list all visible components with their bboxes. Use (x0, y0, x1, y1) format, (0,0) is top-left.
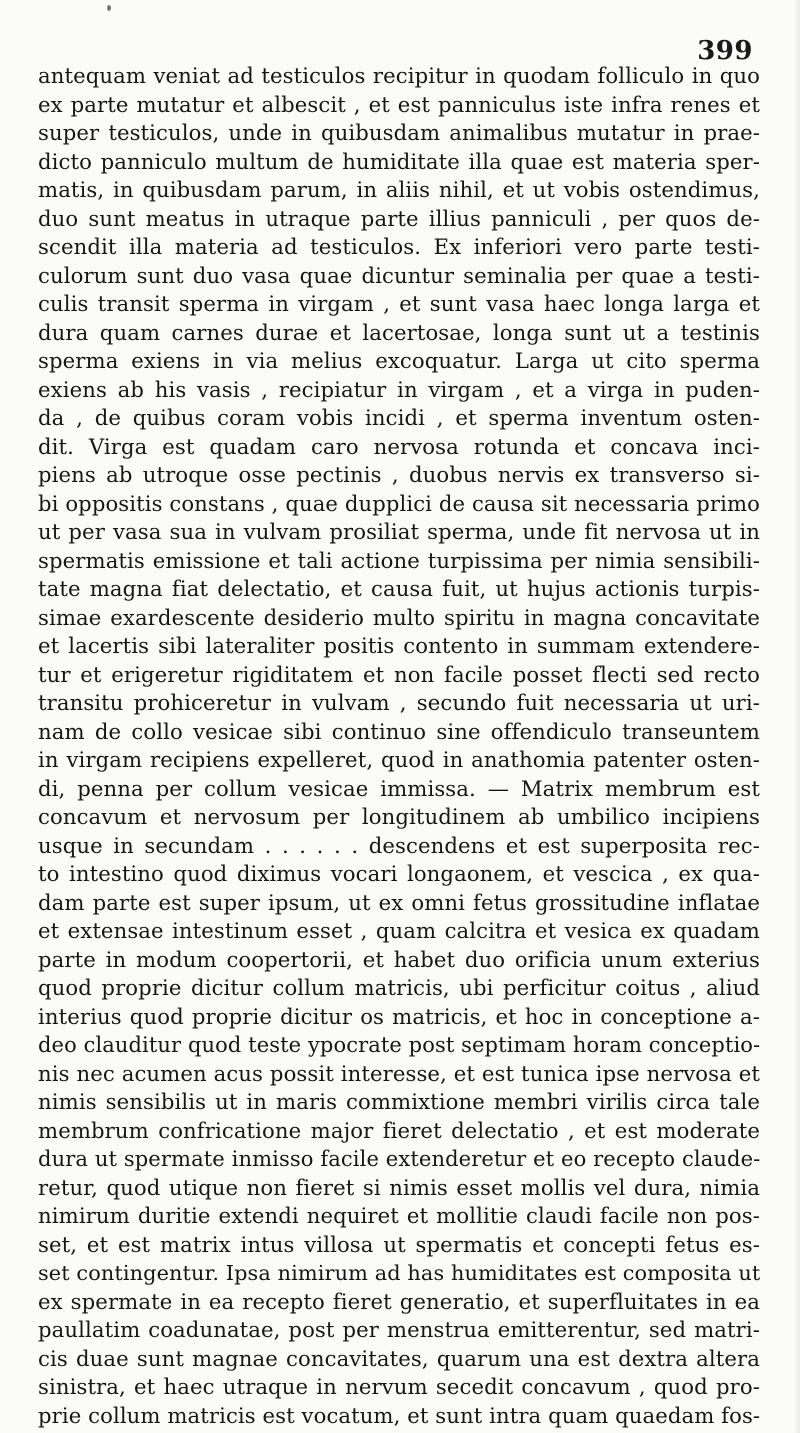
text-line: simae exardescente desiderio multo spiritu in magna concavitate (38, 604, 760, 630)
text-line: culis transit sperma in virgam , et sunt vasa haec longa larga et (38, 291, 760, 316)
text-line: deo clauditur quod teste ypocrate post septimam horam conceptio- (38, 1033, 761, 1057)
text-line: duo sunt meatus in utraque parte illius panniculi , per quos de- (38, 205, 760, 231)
text-line: transitu prohiceretur in vulvam , secundo fuit necessaria ut uri- (38, 690, 760, 715)
text-line: sinistra, et haec utraque in nervum secedit concavum , quod pro- (38, 1374, 760, 1399)
text-line: dura quam carnes durae et lacertosae, longa sunt ut a testinis (38, 319, 760, 345)
text-line: exiens ab his vasis , recipiatur in virgam , et a virga in puden- (38, 376, 760, 402)
text-line: retur, quod utique non fieret si nimis esset mollis vel dura, nimia (38, 1174, 760, 1200)
text-line: concavum et nervosum per longitudinem ab umbilico incipiens (38, 804, 760, 829)
text-line: bi oppositis constans , quae dupplici de causa sit necessaria primo (38, 490, 760, 516)
scan-edge-shadow (794, 0, 800, 1433)
text-line: scendit illa materia ad testiculos. Ex inferiori vero parte testi- (38, 234, 760, 259)
text-line: super testiculos, unde in quibusdam animalibus mutatur in prae- (38, 120, 760, 145)
text-line: tate magna fiat delectatio, et causa fuit, ut hujus actionis turpis- (38, 576, 760, 601)
text-line: et extensae intestinum esset , quam calcitra et vesica ex quadam (38, 918, 760, 943)
text-line: di, penna per collum vesicae immissa. — Matrix membrum est (38, 775, 760, 801)
text-line: ex spermate in ea recepto fieret generatio, et superfluitates in ea (38, 1288, 760, 1314)
text-line: to intestino quod diximus vocari longaonem, et vescica , ex qua- (38, 861, 760, 886)
text-line: antequam veniat ad testiculos recipitur in quodam folliculo in quo (38, 63, 760, 88)
text-line: et lacertis sibi lateraliter positis contento in summam extenderе- (38, 633, 760, 658)
body-text (38, 62, 760, 1430)
text-line: parte in modum coopertorii, et habet duo orificia unum exterius (38, 946, 760, 972)
text-line: membrum confricatione major fieret delectatio , et est moderate (38, 1117, 760, 1143)
text-line: prie collum matricis est vocatum, et sunt intra quam quaedam fos- (38, 1402, 761, 1428)
text-line: ex parte mutatur et albescit , et est panniculus iste infra renes et (38, 91, 760, 117)
text-line: interius quod proprie dicitur os matricis, et hoc in conceptione a- (38, 1003, 760, 1029)
text-line: spermatis emissione et tali actione turpissima per nimia sensibili- (38, 547, 760, 573)
text-line: piens ab utroque osse pectinis , duobus nervis ex transverso si- (38, 462, 760, 487)
text-line: matis, in quibusdam parum, in aliis nihil, et ut vobis ostendimus, (38, 177, 760, 202)
text-line: nimirum duritie extendi nequiret et mollitie claudi facile non pos- (38, 1203, 760, 1228)
text-line: ut per vasa sua in vulvam prosiliat sperma, unde fit nervosa ut in (38, 519, 760, 544)
text-line: cis duae sunt magnae concavitates, quarum una est dextra altera (38, 1345, 760, 1371)
text-line: culorum sunt duo vasa quae dicuntur seminalia per quae a testi- (38, 262, 760, 288)
text-line: nimis sensibilis ut in maris commixtione membri virilis circa tale (38, 1089, 760, 1114)
text-line: dit. Virga est quadam caro nervosa rotunda et concava inci- (38, 433, 760, 459)
text-line: da , de quibus coram vobis incidi , et sperma inventum osten- (38, 405, 760, 430)
text-line: tur et erigeretur rigiditatem et non facile posset flecti sed recto (38, 661, 760, 687)
text-line: dicto panniculo multum de humiditate illa quae est materia sper- (38, 148, 760, 174)
page-number: 399 (697, 36, 753, 66)
text-line: set, et est matrix intus villosa ut spermatis et concepti fetus es- (38, 1231, 760, 1257)
text-line: sperma exiens in via melius excoquatur. Larga ut cito sperma (38, 348, 760, 373)
text-line: set contingentur. Ipsa nimirum ad has humiditates est composita ut (38, 1261, 761, 1285)
text-line: dura ut spermate inmisso facile extenderetur et eo recepto claude- (38, 1146, 761, 1171)
text-line: usque in secundam . . . . . . descendens et est superposita rec- (38, 832, 760, 858)
text-line: nis nec acumen acus possit interesse, et est tunica ipse nervosa et (38, 1060, 760, 1086)
text-line: nam de collo vesicae sibi continuo sine offendiculo transeuntem (38, 718, 760, 744)
text-line: dam parte est super ipsum, ut ex omni fetus grossitudine inflatae (38, 889, 760, 915)
text-line: in virgam recipiens expelleret, quod in anathomia patenter osten- (38, 747, 760, 772)
ink-speck (107, 5, 111, 11)
text-line: paullatim coadunatae, post per menstrua emitterentur, sed matri- (38, 1317, 760, 1342)
text-line: quod proprie dicitur collum matricis, ubi perficitur coitus , aliud (38, 975, 760, 1000)
